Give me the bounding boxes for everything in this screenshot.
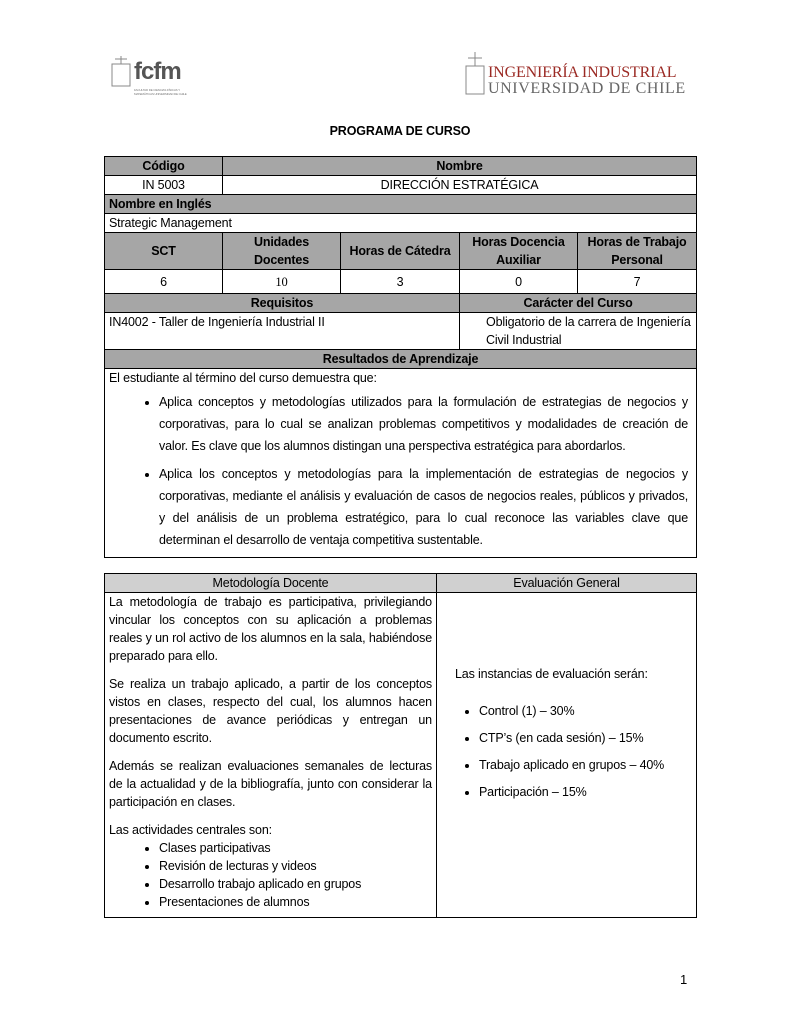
crest-icon	[110, 56, 132, 88]
nombre-ingles-header: Nombre en Inglés	[105, 195, 697, 214]
catedra-header: Horas de Cátedra	[341, 233, 460, 270]
resultados-header: Resultados de Aprendizaje	[105, 350, 697, 369]
metodologia-evaluacion-table	[104, 573, 697, 918]
nombre-header: Nombre	[223, 157, 697, 176]
page-title: PROGRAMA DE CURSO	[329, 124, 471, 138]
resultado-item: • Aplica conceptos y metodologías utilizados para la formulación de estrategias de negocios y corporativas, para lo cual se analizan problemas competitivos y modalidades de creación de valor. Es clave que los alumnos distingan una perspectiva estratégica para abordarlos.	[159, 391, 688, 457]
evaluacion-item: • Control (1) – 30%	[479, 701, 692, 722]
fcfm-logo	[110, 52, 195, 104]
unidades-value: 10	[223, 270, 341, 294]
actividad-item: • Presentaciones de alumnos	[159, 893, 432, 911]
sct-value: 6	[105, 270, 223, 294]
evaluacion-item: • Participación – 15%	[479, 782, 692, 803]
evaluacion-intro: Las instancias de evaluación serán:	[455, 667, 648, 681]
page-number: 1	[680, 972, 688, 987]
requisitos-value: IN4002 - Taller de Ingeniería Industrial II	[105, 313, 460, 350]
nombre-ingles-value: Strategic Management	[105, 214, 697, 233]
personal-header: Horas de Trabajo Personal	[578, 233, 697, 270]
metodologia-body	[105, 593, 437, 918]
metodologia-paragraph: Además se realizan evaluaciones semanales de lecturas de la actualidad y de la bibliografía, junto con considerar la participación en clases.	[109, 759, 432, 809]
metodologia-paragraph: Se realiza un trabajo aplicado, a partir de los conceptos vistos en clases, respecto del cual, los alumnos hacen presentaciones de avance periódicas y entregan un documento escrito.	[109, 677, 432, 745]
catedra-value: 3	[341, 270, 460, 294]
caracter-header: Carácter del Curso	[460, 294, 697, 313]
actividad-item: • Desarrollo trabajo aplicado en grupos	[159, 875, 432, 893]
auxiliar-header: Horas Docencia Auxiliar	[460, 233, 578, 270]
unidades-header: Unidades Docentes	[223, 233, 341, 270]
auxiliar-value: 0	[460, 270, 578, 294]
resultados-body	[105, 369, 697, 558]
resultado-item: • Aplica los conceptos y metodologías para la implementación de estrategias de negocios y corporativas, mediante el análisis y evaluación de casos de negocios reales, públicos y privados, y del análisis de un problema estratégico, para lo cual reconoce las variables clave que determinan el desarrollo de ventaja competitiva sustentable.	[159, 463, 688, 551]
nombre-value: DIRECCIÓN ESTRATÉGICA	[223, 176, 697, 195]
evaluacion-header: Evaluación General	[437, 574, 697, 593]
metodologia-header: Metodología Docente	[105, 574, 437, 593]
caracter-value: Obligatorio de la carrera de Ingeniería Civil Industrial	[460, 313, 697, 350]
resultados-intro: El estudiante al término del curso demuestra que:	[109, 371, 377, 385]
evaluacion-body	[437, 593, 697, 918]
sct-header: SCT	[105, 233, 223, 270]
crest-icon	[465, 52, 485, 96]
ingenieria-industrial-logo	[465, 52, 686, 98]
actividad-item: • Clases participativas	[159, 839, 432, 857]
fcfm-wordmark: fcfm	[134, 58, 181, 85]
course-info-table	[104, 156, 697, 558]
fcfm-subtitle: FACULTAD DE CIENCIAS FÍSICAS Y MATEMÁTICAS UNIVERSIDAD DE CHILE	[134, 88, 187, 96]
codigo-header: Código	[105, 157, 223, 176]
evaluacion-item: • Trabajo aplicado en grupos – 40%	[479, 755, 692, 776]
actividades-intro: Las actividades centrales son:	[109, 823, 272, 837]
logo-line1: INGENIERÍA INDUSTRIAL	[488, 64, 677, 81]
actividades-list	[109, 839, 432, 911]
metodologia-paragraph: La metodología de trabajo es participativa, privilegiando vincular los conceptos con su aplicación a problemas reales y un rol activo de los alumnos en la sala, habiéndose preparado para ello.	[109, 595, 432, 663]
actividad-item: • Revisión de lecturas y videos	[159, 857, 432, 875]
logo-line2: UNIVERSIDAD DE CHILE	[488, 80, 686, 97]
personal-value: 7	[578, 270, 697, 294]
requisitos-header: Requisitos	[105, 294, 460, 313]
evaluacion-list	[455, 701, 692, 803]
codigo-value: IN 5003	[105, 176, 223, 195]
evaluacion-item: • CTP’s (en cada sesión) – 15%	[479, 728, 692, 749]
resultados-list	[109, 391, 692, 551]
